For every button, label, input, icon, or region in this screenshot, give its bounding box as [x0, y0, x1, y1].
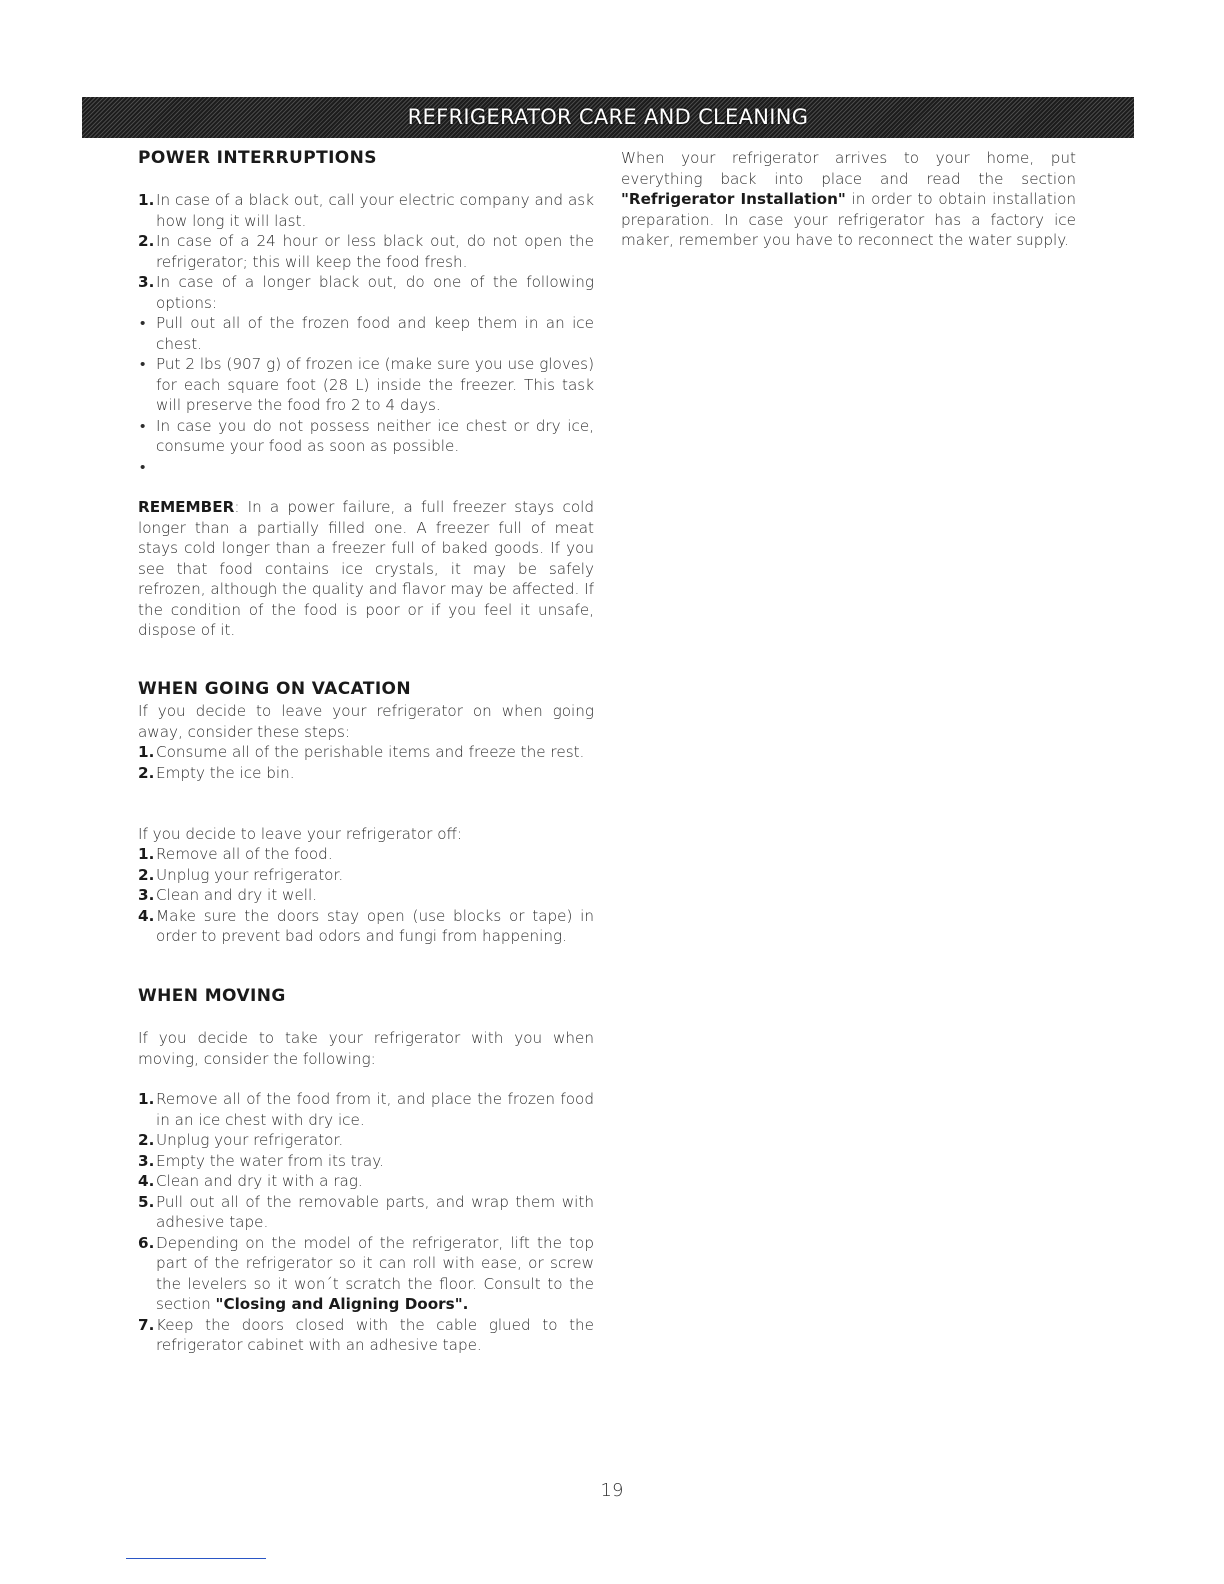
- list-item: [138, 1192, 594, 1233]
- moving-steps: [138, 1089, 594, 1356]
- step-text: In case of a longer black out, do one of the following options:: [156, 273, 594, 312]
- list-item: [138, 844, 594, 865]
- list-item: [138, 313, 594, 354]
- bullet-marker: •: [140, 314, 146, 332]
- page-number: 19: [600, 1480, 624, 1501]
- step-text: Empty the ice bin.: [156, 763, 295, 782]
- refrigerator-installation-reference: "Refrigerator Installation": [621, 190, 846, 208]
- bullet-text: Pull out all of the frozen food and keep them in an ice chest.: [156, 314, 594, 353]
- bullet-marker: •: [140, 355, 146, 373]
- list-item: [138, 1171, 594, 1192]
- list-item: [138, 1130, 594, 1151]
- list-item: [138, 457, 594, 478]
- remember-label: REMEMBER: [138, 498, 235, 516]
- vacation-heading: WHEN GOING ON VACATION: [138, 679, 412, 699]
- step-text: In case of a 24 hour or less black out, do not open the refrigerator; this will keep the food fresh.: [156, 232, 594, 271]
- section-banner: [82, 97, 1134, 138]
- step-text: Unplug your refrigerator.: [156, 1131, 344, 1149]
- step-number: 5.: [138, 1192, 155, 1211]
- list-item: [138, 1151, 594, 1172]
- list-item: [138, 865, 594, 886]
- list-item: [138, 231, 594, 272]
- arrival-text-end: in order to obtain installation preparation. In case your refrigerator has a factory ice maker, remember you have to reconnect the water supply.: [621, 190, 1077, 249]
- vacation-on-intro: If you decide to leave your refrigerator on when going away, consider these steps:: [138, 702, 594, 741]
- arrival-paragraph: [621, 148, 1076, 251]
- list-item: [138, 272, 594, 313]
- footer-rule: [126, 1558, 266, 1559]
- step-text: Depending on the model of the refrigerator, lift the top part of the refrigerator so it can roll with ease, or screw the levelers so it won´t scratch the floor. Consult to the section: [156, 1233, 594, 1313]
- page-title: REFRIGERATOR CARE AND CLEANING: [407, 105, 809, 129]
- list-item: [138, 1089, 594, 1130]
- step-number: 1.: [138, 191, 155, 209]
- step-number: 1.: [138, 1090, 155, 1108]
- power-options-list: [138, 313, 594, 477]
- vacation-on-steps: [138, 742, 594, 783]
- step-number: 4.: [138, 906, 155, 925]
- step-number: 6.: [138, 1233, 155, 1252]
- step-number: 2.: [138, 865, 155, 884]
- power-steps-list: [138, 190, 594, 313]
- step-text: Consume all of the perishable items and freeze the rest.: [156, 743, 585, 761]
- step-text: Clean and dry it with a rag.: [156, 1172, 363, 1190]
- step-text-end: .: [462, 1295, 469, 1313]
- step-text: Make sure the doors stay open (use blocks or tape) in order to prevent bad odors and fungi from happening.: [156, 906, 594, 945]
- bullet-text: [156, 458, 161, 476]
- list-item: [138, 190, 594, 231]
- list-item: [138, 1233, 594, 1315]
- step-text: Unplug your refrigerator.: [156, 865, 344, 884]
- list-item: [138, 354, 594, 416]
- list-item: [138, 906, 594, 947]
- step-number: 1.: [138, 743, 155, 761]
- step-number: 3.: [138, 886, 155, 904]
- step-text: Remove all of the food from it, and place the frozen food in an ice chest with dry ice.: [156, 1090, 594, 1129]
- bullet-marker: •: [140, 457, 146, 476]
- remember-text: : In a power failure, a full freezer stays cold longer than a partially filled one. A freezer full of meat stays cold longer than a freezer full of baked goods. If you see that food contains ice crystals, it may be safely refrozen, although the quality and flavor may be affected. If the condition of the food is poor or if you feel it unsafe, dispose of it.: [138, 498, 594, 639]
- step-number: 2.: [138, 1131, 155, 1149]
- step-text: Clean and dry it well.: [156, 886, 318, 904]
- step-number: 1.: [138, 845, 155, 863]
- bullet-marker: •: [140, 416, 146, 435]
- list-item: [138, 1315, 594, 1356]
- bullet-text: Put 2 lbs (907 g) of frozen ice (make sure you use gloves) for each square foot (28 L) inside the freezer. This task will preserve the food fro 2 to 4 days.: [156, 355, 594, 414]
- step-number: 4.: [138, 1172, 155, 1190]
- moving-heading: WHEN MOVING: [138, 986, 286, 1006]
- step-number: 2.: [138, 232, 155, 250]
- list-item: [138, 742, 594, 763]
- bullet-text: In case you do not possess neither ice chest or dry ice, consume your food as soon as possible.: [156, 416, 594, 455]
- closing-aligning-doors-reference: "Closing and Aligning Doors": [215, 1295, 463, 1313]
- step-number: 3.: [138, 1151, 155, 1170]
- step-text: Remove all of the food.: [156, 845, 333, 863]
- vacation-off-steps: [138, 844, 594, 947]
- step-number: 7.: [138, 1315, 155, 1334]
- step-number: 3.: [138, 273, 155, 291]
- power-interruptions-heading: POWER INTERRUPTIONS: [138, 148, 377, 168]
- step-text: Pull out all of the removable parts, and wrap them with adhesive tape.: [156, 1192, 594, 1231]
- moving-intro: If you decide to take your refrigerator with you when moving, consider the following:: [138, 1029, 594, 1068]
- list-item: [138, 885, 594, 906]
- list-item: [138, 763, 594, 784]
- arrival-text: When your refrigerator arrives to your home, put everything back into place and read the section: [621, 149, 1076, 188]
- list-item: [138, 416, 594, 457]
- step-text: Keep the doors closed with the cable glued to the refrigerator cabinet with an adhesive tape.: [156, 1315, 594, 1354]
- vacation-off-intro: If you decide to leave your refrigerator off:: [138, 825, 463, 843]
- step-number: 2.: [138, 763, 155, 782]
- remember-paragraph: [138, 497, 594, 641]
- step-text: Empty the water from its tray.: [156, 1151, 384, 1170]
- step-text: In case of a black out, call your electric company and ask how long it will last.: [156, 191, 594, 230]
